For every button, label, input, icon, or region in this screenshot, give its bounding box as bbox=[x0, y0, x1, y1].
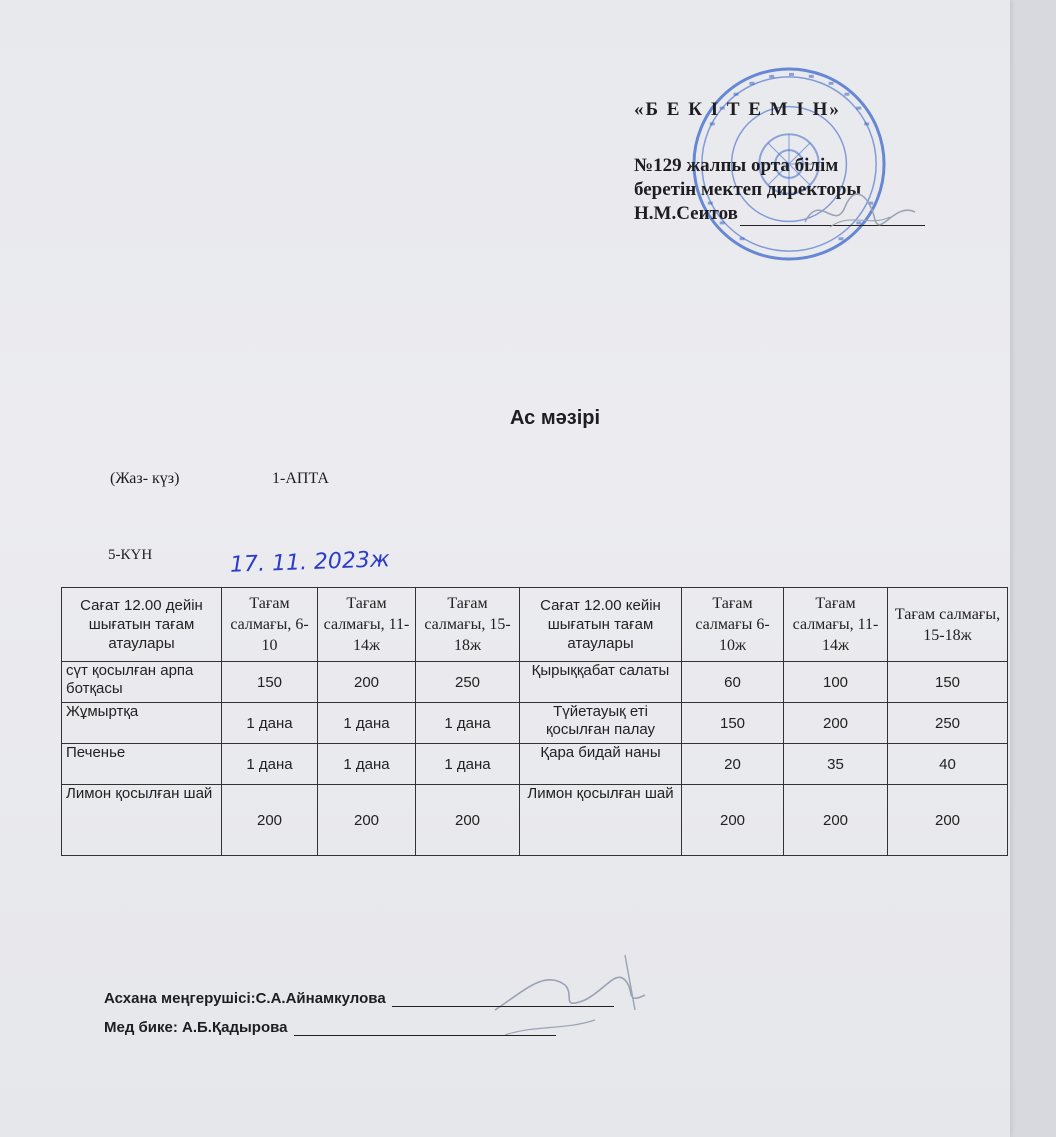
table-cell: 60 bbox=[682, 662, 784, 703]
table-row bbox=[62, 744, 1008, 785]
table-cell: Лимон қосылған шай bbox=[62, 785, 222, 856]
kitchen-head-line bbox=[104, 990, 614, 1007]
table-cell: 200 bbox=[784, 785, 888, 856]
season-label: (Жаз- күз) bbox=[110, 470, 180, 487]
table-row bbox=[62, 703, 1008, 744]
table-cell: 200 bbox=[318, 785, 416, 856]
table-cell: 150 bbox=[888, 662, 1008, 703]
table-cell: 200 bbox=[888, 785, 1008, 856]
table-cell: 250 bbox=[888, 703, 1008, 744]
table-row bbox=[62, 662, 1008, 703]
nurse-line bbox=[104, 1019, 556, 1036]
table-cell: 1 дана bbox=[416, 744, 520, 785]
header-cell: Тағам салмағы, 11-14ж bbox=[318, 588, 416, 662]
header-cell: Тағам салмағы, 15-18ж bbox=[416, 588, 520, 662]
table-cell: 1 дана bbox=[318, 744, 416, 785]
table-header-row bbox=[62, 588, 1008, 662]
nurse-name: Мед бике: А.Б.Қадырова bbox=[104, 1019, 288, 1036]
table-cell: Түйетауық еті қосылған палау bbox=[520, 703, 682, 744]
table-cell: 150 bbox=[682, 703, 784, 744]
nurse-signature-line bbox=[294, 1035, 556, 1036]
week-label: 1-АПТА bbox=[272, 470, 329, 487]
table-row bbox=[62, 785, 1008, 856]
header-cell: Сағат 12.00 кейін шығатын тағам атаулары bbox=[520, 588, 682, 662]
approval-school-line: №129 жалпы орта білім bbox=[634, 155, 839, 176]
table-cell: Лимон қосылған шай bbox=[520, 785, 682, 856]
table-cell: 40 bbox=[888, 744, 1008, 785]
table-cell: Қара бидай наны bbox=[520, 744, 682, 785]
table-cell: Қырыққабат салаты bbox=[520, 662, 682, 703]
header-cell: Тағам салмағы, 15-18ж bbox=[888, 588, 1008, 662]
table-cell: 200 bbox=[784, 703, 888, 744]
director-signature bbox=[800, 182, 920, 242]
menu-table bbox=[61, 587, 1008, 856]
table-cell: 1 дана bbox=[222, 703, 318, 744]
kitchen-head-name: Асхана меңгерушісі:С.А.Айнамкулова bbox=[104, 990, 386, 1007]
table-cell: Печенье bbox=[62, 744, 222, 785]
approval-title: «Б Е К І Т Е М І Н» bbox=[634, 99, 841, 120]
table-cell: 20 bbox=[682, 744, 784, 785]
table-cell: Жұмыртқа bbox=[62, 703, 222, 744]
handwritten-date: 17. 11. 2023ж bbox=[229, 547, 391, 578]
table-cell: сүт қосылған арпа ботқасы bbox=[62, 662, 222, 703]
header-cell: Сағат 12.00 дейін шығатын тағам атаулары bbox=[62, 588, 222, 662]
table-cell: 150 bbox=[222, 662, 318, 703]
table-cell: 200 bbox=[682, 785, 784, 856]
table-cell: 200 bbox=[222, 785, 318, 856]
day-label: 5-КҮН bbox=[108, 547, 153, 563]
header-cell: Тағам салмағы, 11-14ж bbox=[784, 588, 888, 662]
table-cell: 200 bbox=[318, 662, 416, 703]
table-cell: 35 bbox=[784, 744, 888, 785]
table-cell: 100 bbox=[784, 662, 888, 703]
header-cell: Тағам салмағы, 6-10 bbox=[222, 588, 318, 662]
table-cell: 1 дана bbox=[222, 744, 318, 785]
director-name: Н.М.Сеитов bbox=[634, 203, 738, 224]
page-title: Ас мәзірі bbox=[509, 407, 601, 429]
table-cell: 250 bbox=[416, 662, 520, 703]
approval-position-line: беретін мектеп директоры bbox=[634, 179, 862, 200]
table-cell: 200 bbox=[416, 785, 520, 856]
table-cell: 1 дана bbox=[416, 703, 520, 744]
kitchen-head-signature-line bbox=[392, 1006, 614, 1007]
header-cell: Тағам салмағы 6-10ж bbox=[682, 588, 784, 662]
table-cell: 1 дана bbox=[318, 703, 416, 744]
